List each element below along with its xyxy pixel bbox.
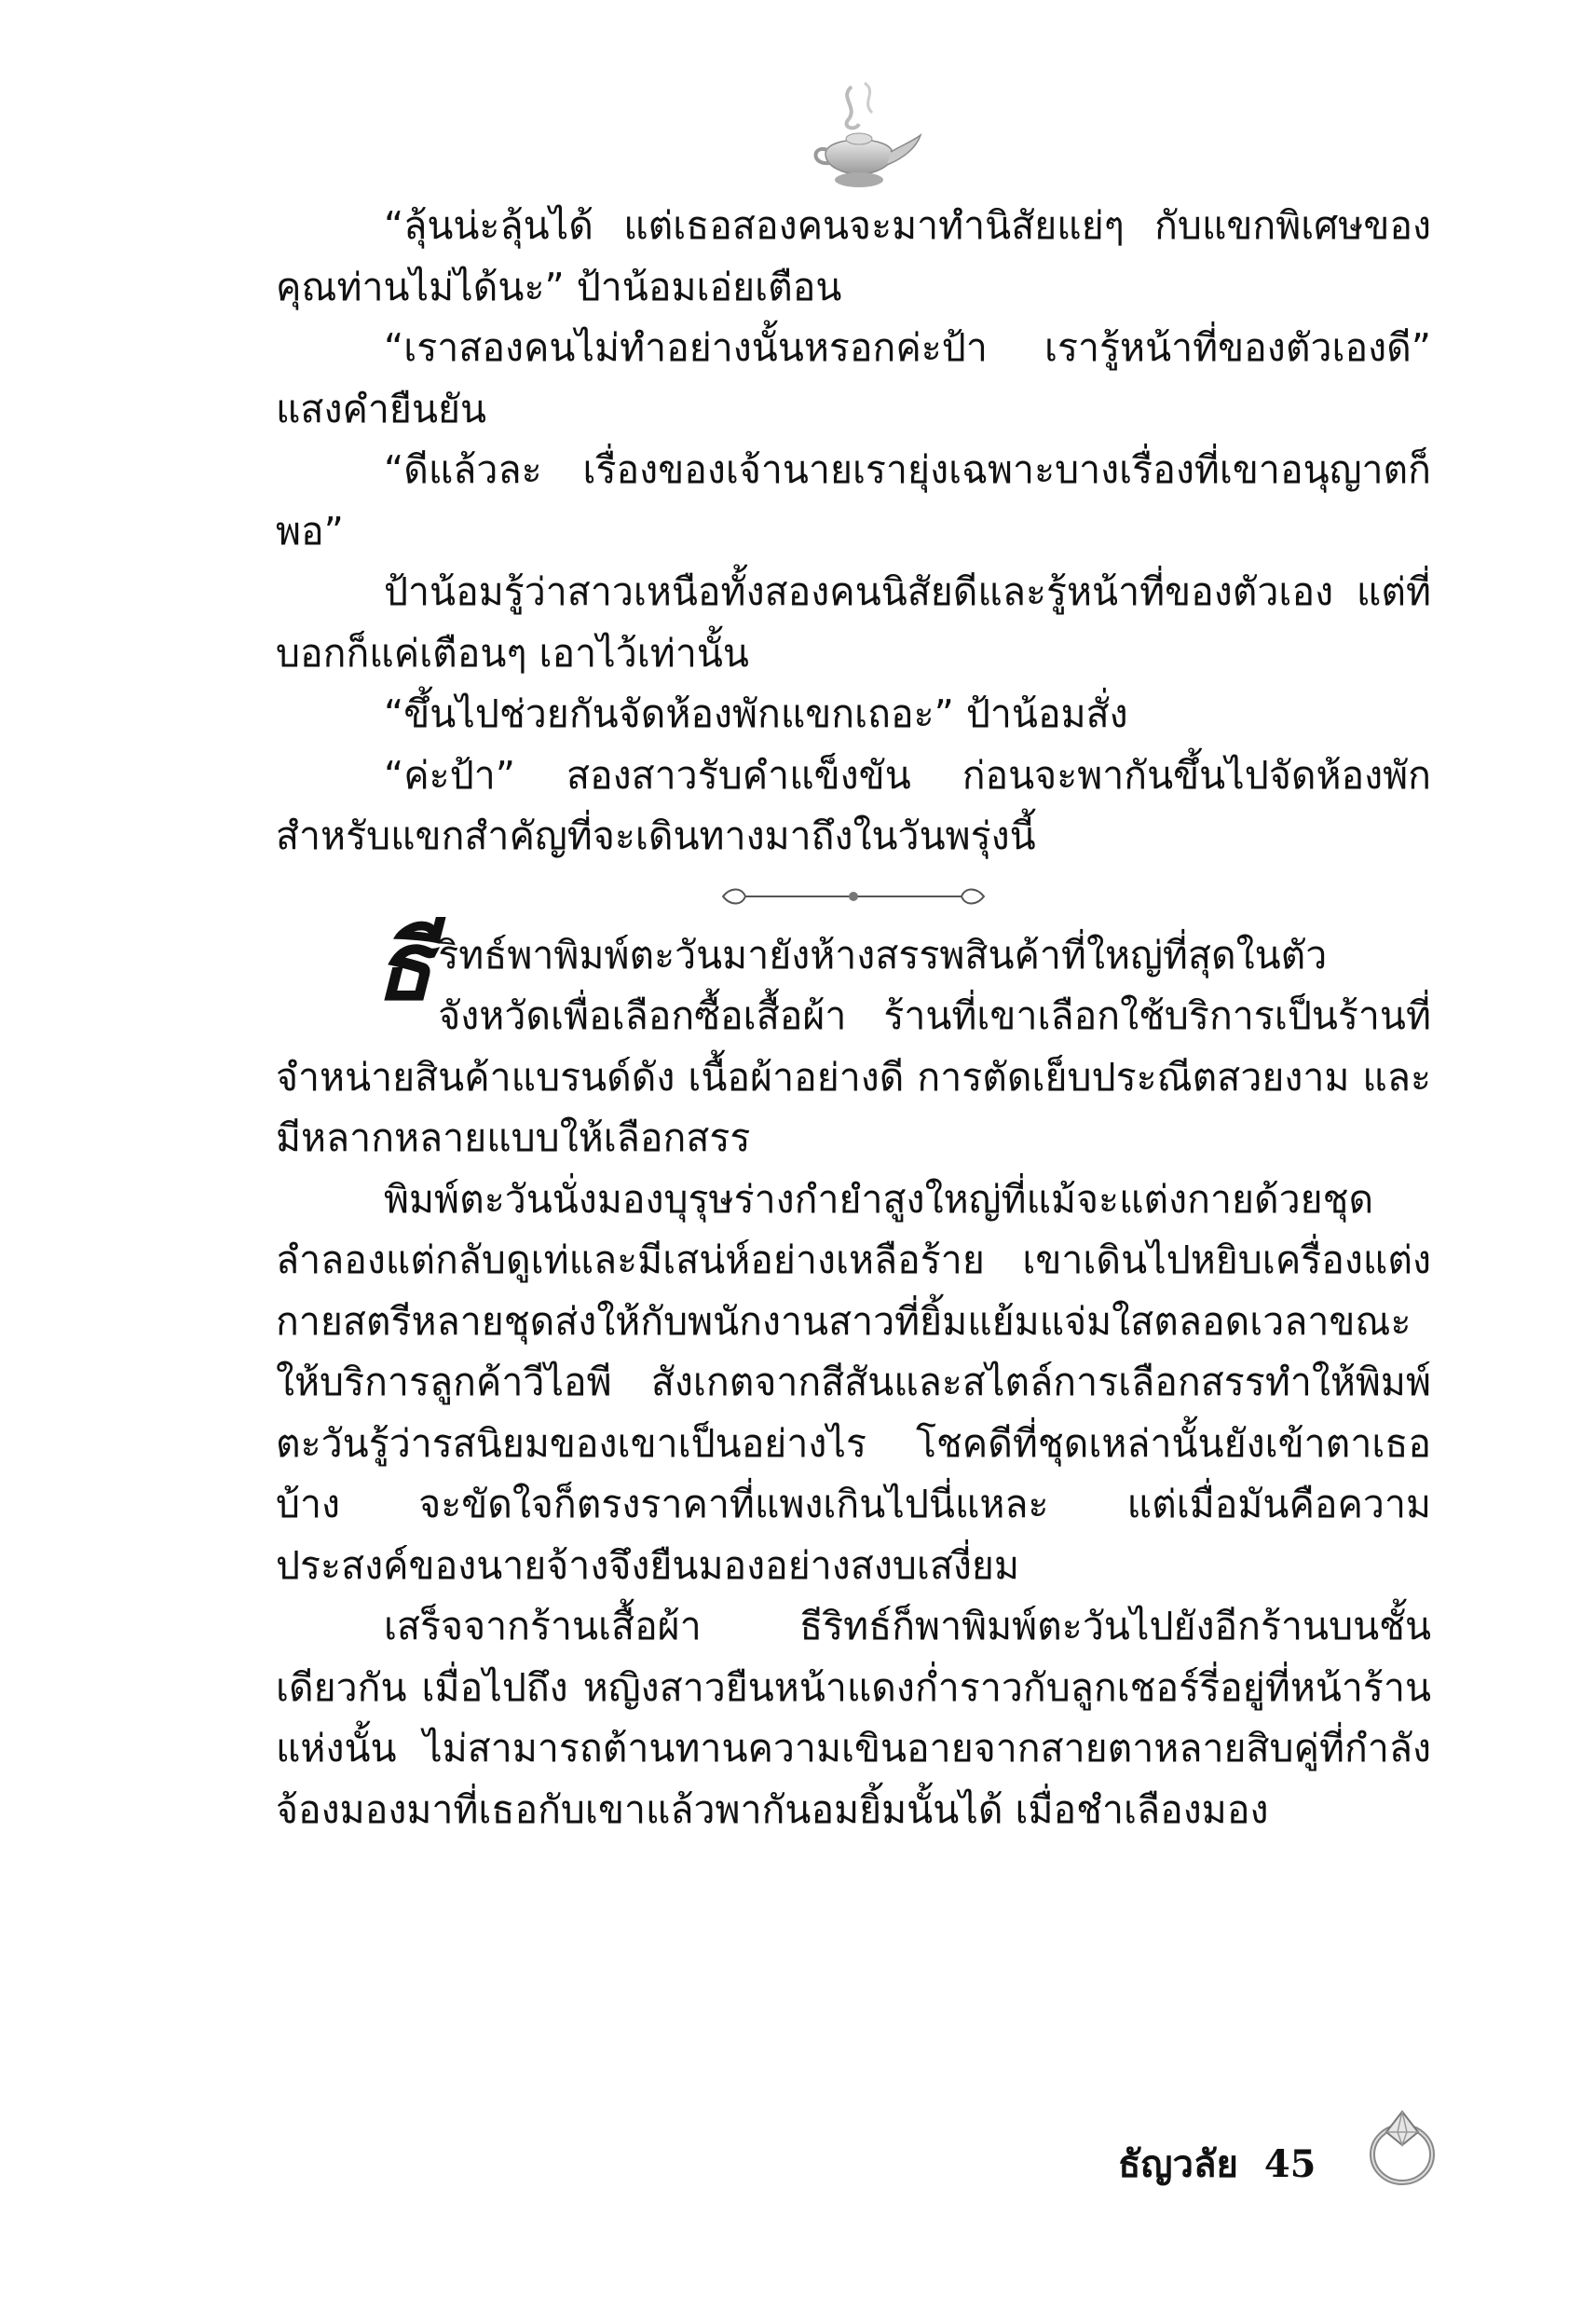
diamond-ring-icon [1360,2106,1444,2188]
section-two [276,909,1431,1841]
paragraph: “ดีแล้วละ เรื่องของเจ้านายเรายุ่งเฉพาะบางเรื่องที่เขาอนุญาตก็พอ” [276,447,1431,554]
drop-cap: ธี [375,909,433,1022]
body-text [276,196,1431,1840]
page-footer [1118,2134,1316,2194]
paragraph: ป้าน้อมรู้ว่าสาวเหนือทั้งสองคนนิสัยดีและรู้หน้าที่ของตัวเอง แต่ที่บอกก็แค่เตือนๆ เอาไว้เท่านั้น [276,569,1431,676]
paragraph: “ค่ะป้า” สองสาวรับคำแข็งขัน ก่อนจะพากันขึ้นไปจัดห้องพักสำหรับแขกสำคัญที่จะเดินทางมาถึงในวันพรุ่งนี้ [276,752,1431,858]
magic-lamp-icon [794,79,924,196]
ornament-divider-icon [276,868,1431,925]
paragraph: “ลุ้นน่ะลุ้นได้ แต่เธอสองคนจะมาทำนิสัยแย่ๆ กับแขกพิเศษของคุณท่านไม่ได้นะ” ป้าน้อมเอ่ยเตือน [276,203,1431,309]
paragraph: พิมพ์ตะวันนั่งมองบุรุษร่างกำยำสูงใหญ่ที่แม้จะแต่งกายด้วยชุดลำลองแต่กลับดูเท่และมีเสน่ห์อย่างเหลือร้าย เขาเดินไปหยิบเครื่องแต่งกายสตรีหลายชุดส่งให้กับพนักงานสาวที่ยิ้มแย้มแจ่มใสตลอดเวลาขณะให้บริการลูกค้าวีไอพี สังเกตจากสีสันและสไตล์การเลือกสรรทำให้พิมพ์ตะวันรู้ว่ารสนิยมของเขาเป็นอย่างไร โชคดีที่ชุดเหล่านั้นยังเข้าตาเธอบ้าง จะขัดใจก็ตรงราคาที่แพงเกินไปนี่แหละ แต่เมื่อมันคือความประสงค์ของนายจ้างจึงยืนมองอย่างสงบเสงี่ยม [276,1176,1431,1588]
paragraph: “ขึ้นไปช่วยกันจัดห้องพักแขกเถอะ” ป้าน้อมสั่ง [384,691,1128,736]
page-number: 45 [1263,2142,1316,2186]
paragraph: เสร็จจากร้านเสื้อผ้า ธีริทธ์ก็พาพิมพ์ตะวันไปยังอีกร้านบนชั้นเดียวกัน เมื่อไปถึง หญิงสาวยืนหน้าแดงก่ำราวกับลูกเชอร์รี่อยู่ที่หน้าร้านแห่งนั้น ไม่สามารถต้านทานความเขินอายจากสายตาหลายสิบคู่ที่กำลังจ้องมองมาที่เธอกับเขาแล้วพากันอมยิ้มนั้นได้ เมื่อชำเลืองมอง [276,1604,1431,1832]
paragraph-text: ริทธ์พาพิมพ์ตะวันมายังห้างสรรพสินค้าที่ใหญ่ที่สุดในตัวจังหวัดเพื่อเลือกซื้อเสื้อผ้า ร้านที่เขาเลือกใช้บริการเป็นร้านที่จำหน่ายสินค้าแบรนด์ดัง เนื้อผ้าอย่างดี การตัดเย็บประณีตสวยงาม และมีหลากหลายแบบให้เลือกสรร [276,932,1431,1160]
paragraph [276,909,1431,1169]
paragraph: “เราสองคนไม่ทำอย่างนั้นหรอกค่ะป้า เรารู้หน้าที่ของตัวเองดี” แสงคำยืนยัน [276,325,1431,431]
author-name: ธัญวลัย [1118,2142,1238,2186]
